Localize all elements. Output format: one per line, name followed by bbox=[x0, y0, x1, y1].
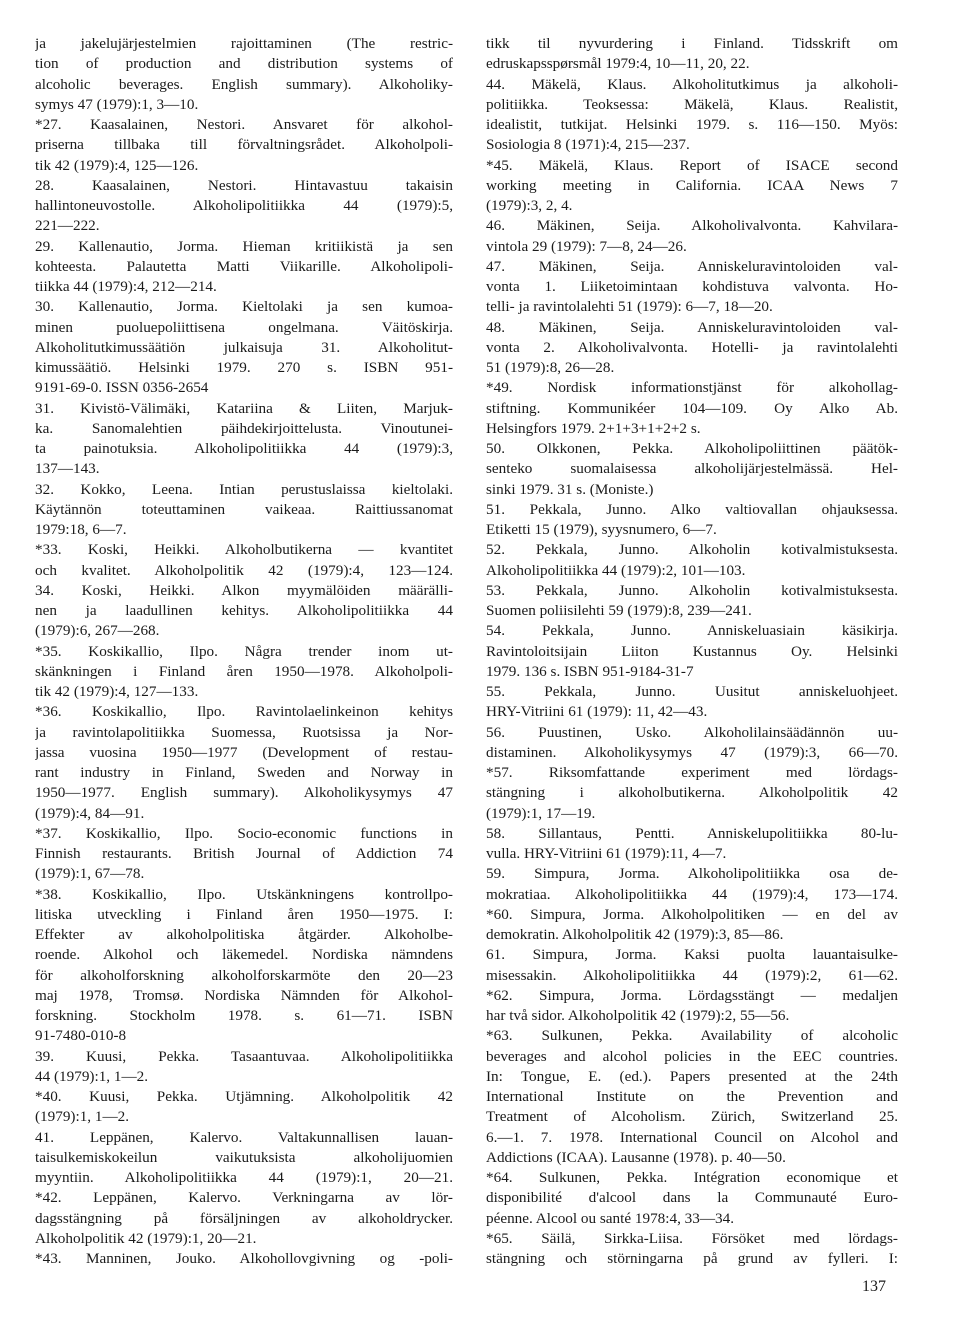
text-line: hallintoneuvostolle. Alkoholipolitiikka 44 (1979):5, bbox=[35, 197, 453, 214]
text-line: (1979):1, 67—78. bbox=[35, 865, 145, 883]
text-line: Ravintoloitsijain Liiton Kustannus Oy. Helsinki bbox=[486, 642, 898, 660]
text-line: 51. Pekkala, Junno. Alko valtiovallan ohjauksessa. bbox=[486, 500, 898, 518]
text-line: rant industry in Finland, Sweden and Norway in bbox=[35, 764, 453, 781]
text-line: 41. Leppänen, Kalervo. Valtakunnallisen lauan- bbox=[35, 1128, 453, 1146]
text-line: beverages and alcohol policies in the EEC countries. bbox=[486, 1047, 898, 1065]
text-line: 48. Mäkinen, Seija. Anniskeluravintoloiden val- bbox=[486, 318, 898, 336]
text-line: Helsingfors 1979. 2+1+3+1+2+2 s. bbox=[486, 419, 701, 437]
text-line: (1979):1, 17—19. bbox=[486, 804, 596, 822]
text-line: 44 (1979):1, 1—2. bbox=[35, 1067, 149, 1085]
text-line: sinki 1979. 31 s. (Moniste.) bbox=[486, 480, 654, 498]
text-line: ja ravintolapolitiikka Suomessa, Ruotsissa ja Nor- bbox=[35, 723, 453, 741]
text-line: *63. Sulkunen, Pekka. Availability of alcoholic bbox=[486, 1027, 898, 1045]
text-line: ja jakelujärjestelmien rajoittaminen (The restric- bbox=[35, 35, 453, 52]
text-line: kimussäätiö. Helsinki 1979. 270 s. ISBN 951- bbox=[35, 359, 453, 376]
text-line: och kvalitet. Alkoholpolitik 42 (1979):4, 123—124. bbox=[35, 561, 453, 579]
text-line: tikk til nyvurdering i Finland. Tidsskrift om bbox=[486, 35, 898, 52]
text-line: 28. Kaasalainen, Nestori. Hintavastuu takaisin bbox=[35, 176, 453, 194]
text-line: 44. Mäkelä, Klaus. Alkoholitutkimus ja alkoholi- bbox=[486, 75, 898, 93]
text-line: kohteesta. Palautetta Matti Viikarille. Alkoholipoli- bbox=[35, 257, 453, 275]
text-line: Alkoholpolitik 42 (1979):1, 20—21. bbox=[35, 1229, 257, 1247]
text-line: (1979):3, 2, 4. bbox=[486, 197, 573, 214]
text-line: 32. Kokko, Leena. Intian perustuslaissa kieltolaki. bbox=[35, 480, 453, 498]
text-line: ta painotuksia. Alkoholipolitiikka 44 (1979):3, bbox=[35, 440, 453, 457]
text-line: Käytännön toteuttaminen vaikeaa. Raittiussanomat bbox=[35, 500, 453, 518]
text-line: Treatment of Alcoholism. Zürich, Switzerland 25. bbox=[486, 1108, 898, 1126]
text-line: *37. Koskikallio, Ilpo. Socio-economic functions in bbox=[35, 824, 453, 842]
text-line: *40. Kuusi, Pekka. Utjämning. Alkoholpolitik 42 bbox=[35, 1088, 453, 1105]
text-line: tion of production and distribution systems of bbox=[35, 55, 453, 73]
text-line: 58. Sillantaus, Pentti. Anniskelupolitiikka 80-lu- bbox=[486, 824, 898, 842]
text-line: dagsstängning på försäljningen av alkoholdrycker. bbox=[35, 1209, 453, 1227]
text-line: *35. Koskikallio, Ilpo. Några trender inom ut- bbox=[35, 642, 453, 660]
text-line: Sosiologia 8 (1971):4, 215—237. bbox=[486, 136, 690, 154]
text-line: 1950—1977. English summary). Alkoholikysymys 47 bbox=[35, 784, 453, 802]
text-line: tiikka 44 (1979):4, 212—214. bbox=[35, 278, 217, 295]
text-line: vintola 29 (1979): 7—8, 24—26. bbox=[486, 237, 687, 255]
text-line: International Institute on the Prevention and bbox=[486, 1088, 898, 1105]
text-line: *49. Nordisk informationstjänst för alkohollag- bbox=[486, 379, 898, 397]
text-line: *45. Mäkelä, Klaus. Report of ISACE second bbox=[486, 156, 898, 174]
text-line: 34. Koski, Heikki. Alkon myymälöiden määrälli- bbox=[35, 581, 453, 599]
text-line: litiska utveckling i Finland åren 1950—1975. I: bbox=[35, 905, 453, 923]
text-line: HRY-Vitriini 61 (1979): 11, 42—43. bbox=[486, 703, 708, 721]
text-line: *38. Koskikallio, Ilpo. Utskänkningens kontrollpo- bbox=[35, 885, 453, 903]
text-line: 6.—1. 7. 1978. International Council on Alcohol and bbox=[486, 1128, 898, 1146]
text-line: 9191-69-0. ISSN 0356-2654 bbox=[35, 379, 209, 397]
text-line: 50. Olkkonen, Pekka. Alkoholipoliittinen päätök- bbox=[486, 440, 898, 457]
text-line: vulla. HRY-Vitriini 61 (1979):11, 4—7. bbox=[486, 845, 727, 862]
text-line: (1979):1, 1—2. bbox=[35, 1108, 130, 1126]
text-line: *27. Kaasalainen, Nestori. Ansvaret för alkohol- bbox=[35, 116, 453, 133]
text-line: mokratiaa. Alkoholipolitiikka 44 (1979):4, 173—174. bbox=[486, 885, 898, 903]
text-line: distaminen. Alkoholikysymys 47 (1979):3, 66—70. bbox=[486, 743, 898, 761]
text-line: *36. Koskikallio, Ilpo. Ravintolaelinkeinon kehitys bbox=[35, 703, 453, 721]
text-line: Addictions (ICAA). Lausanne (1978). p. 40—50. bbox=[486, 1148, 786, 1166]
text-line: alcoholic beverages. English summary). Alkoholiky- bbox=[35, 75, 453, 93]
text-line: Finnish restaurants. British Journal of Addiction 74 bbox=[35, 845, 453, 862]
text-line: 30. Kallenautio, Jorma. Kieltolaki ja sen kumoa- bbox=[35, 298, 453, 316]
text-line: (1979):6, 267—268. bbox=[35, 622, 160, 640]
text-line: Suomen poliisilehti 59 (1979):8, 239—241. bbox=[486, 602, 752, 619]
text-line: *60. Simpura, Jorma. Alkoholpolitiken — en del av bbox=[486, 905, 898, 923]
text-line: Alkoholitutkimussäätiön julkaisuja 31. Alkoholitut- bbox=[35, 338, 453, 356]
text-line: working meeting in California. ICAA News 7 bbox=[486, 176, 898, 194]
text-line: *43. Manninen, Jouko. Alkohollovgivning og -poli- bbox=[35, 1250, 453, 1267]
text-line: ka. Sanomalehtien päihdekirjoittelusta. Vinoutunei- bbox=[35, 419, 453, 437]
text-line: In: Tongue, E. (ed.). Papers presented at the 24th bbox=[486, 1067, 898, 1085]
text-line: politiikka. Teoksessa: Mäkelä, Klaus. Realistit, bbox=[486, 95, 898, 113]
text-line: tik 42 (1979):4, 125—126. bbox=[35, 156, 199, 174]
text-line: symys 47 (1979):1, 3—10. bbox=[35, 95, 199, 113]
text-line: 47. Mäkinen, Seija. Anniskeluravintoloiden val- bbox=[486, 257, 898, 275]
text-line: minen puoluepoliittisena ongelmana. Väitöskirja. bbox=[35, 318, 453, 336]
text-line: stängning och störningarna på grund av fylleri. I: bbox=[486, 1250, 898, 1267]
text-line: priserna tillbaka till förvaltningsrådet. Alkoholpoli- bbox=[35, 136, 453, 154]
text-line: misessakin. Alkoholipolitiikka 44 (1979):2, 61—62. bbox=[486, 966, 898, 984]
text-line: disponibilité d'alcool dans la Communauté Euro- bbox=[486, 1189, 898, 1207]
text-line: roende. Alkohol och läkemedel. Nordiska nämndens bbox=[35, 946, 453, 964]
text-line: 137—143. bbox=[35, 460, 100, 478]
text-line: för alkoholforskning alkoholforskarmöte den 20—23 bbox=[35, 966, 453, 984]
text-line: 56. Puustinen, Usko. Alkoholilainsäädännön uu- bbox=[486, 723, 898, 741]
text-line: péenne. Alcool ou santé 1978:4, 33—34. bbox=[486, 1209, 735, 1227]
text-line: myyntiin. Alkoholipolitiikka 44 (1979):1, 20—21. bbox=[35, 1169, 453, 1186]
text-line: tik 42 (1979):4, 127—133. bbox=[35, 683, 199, 700]
text-line: stiftning. Kommunikéer 104—109. Oy Alko Ab. bbox=[486, 399, 898, 417]
text-line: demokratin. Alkoholpolitik 42 (1979):3, 85—86. bbox=[486, 926, 784, 943]
text-line: 46. Mäkinen, Seija. Alkoholivalvonta. Kahvilara- bbox=[486, 217, 898, 235]
text-line: *64. Sulkunen, Pekka. Intégration economique et bbox=[486, 1169, 898, 1186]
text-line: 1979:18, 6—7. bbox=[35, 521, 127, 538]
text-line: 31. Kivistö-Välimäki, Katariina & Liiten, Marjuk- bbox=[35, 399, 453, 417]
text-line: telli- ja ravintolalehti 51 (1979): 6—7, 18—20. bbox=[486, 298, 773, 316]
text-line: skänkningen i Finland åren 1950—1978. Alkoholpoli- bbox=[35, 662, 453, 680]
text-line: (1979):4, 84—91. bbox=[35, 804, 145, 822]
text-line: 61. Simpura, Jorma. Kaksi puolta lauantaisulke- bbox=[486, 946, 898, 964]
text-line: *62. Simpura, Jorma. Lördagsstängt — medaljen bbox=[486, 986, 898, 1004]
text-line: edruskapsspørsmål 1979:4, 10—11, 20, 22. bbox=[486, 55, 750, 73]
text-line: vonta 2. Alkoholivalvonta. Hotelli- ja ravintolalehti bbox=[486, 338, 898, 356]
text-line: stängning i alkoholbutikerna. Alkoholpolitik 42 bbox=[486, 784, 898, 802]
text-line: 221—222. bbox=[35, 217, 100, 235]
text-line: *42. Leppänen, Kalervo. Verkningarna av lör- bbox=[35, 1189, 453, 1207]
text-line: 29. Kallenautio, Jorma. Hieman kritiikistä ja sen bbox=[35, 237, 453, 255]
text-line: 55. Pekkala, Junno. Uusitut anniskeluohjeet. bbox=[486, 683, 898, 700]
text-line: Etiketti 15 (1979), syysnumero, 6—7. bbox=[486, 521, 717, 538]
text-line: 53. Pekkala, Junno. Alkoholin kotivalmistuksesta. bbox=[486, 581, 898, 599]
text-line: maj 1978, Tromsø. Nordiska Nämnden för Alkohol- bbox=[35, 986, 453, 1004]
text-line: senteko suomalaisessa alkoholijärjestelmässä. Hel- bbox=[486, 460, 898, 478]
text-line: 51 (1979):8, 26—28. bbox=[486, 359, 615, 376]
text-line: vonta 1. Liiketoimintaan kohdistuva valvonta. Ho- bbox=[486, 278, 898, 295]
text-line: 91-7480-010-8 bbox=[35, 1027, 127, 1045]
text-line: 39. Kuusi, Pekka. Tasaantuvaa. Alkoholipolitiikka bbox=[35, 1047, 453, 1065]
text-line: *65. Säilä, Sirkka-Liisa. Försöket med lördags- bbox=[486, 1229, 898, 1247]
text-line: *57. Riksomfattande experiment med lördags- bbox=[486, 764, 898, 781]
text-line: taisulkemiskokeilun vaikutuksista alkoholijuomien bbox=[35, 1148, 453, 1166]
text-line: forskning. Stockholm 1978. s. 61—71. ISBN bbox=[35, 1007, 453, 1024]
text-line: 59. Simpura, Jorma. Alkoholipolitiikka osa de- bbox=[486, 865, 898, 883]
text-line: 52. Pekkala, Junno. Alkoholin kotivalmistuksesta. bbox=[486, 541, 898, 559]
text-line: *33. Koski, Heikki. Alkoholbutikerna — kvantitet bbox=[35, 541, 453, 559]
text-line: idealistit, tutkijat. Helsinki 1979. s. 116—150. Myös: bbox=[486, 116, 898, 133]
right-column bbox=[486, 34, 898, 1269]
text-line: Effekter av alkoholpolitiska åtgärder. Alkoholbe- bbox=[35, 926, 453, 943]
text-line: 1979. 136 s. ISBN 951-9184-31-7 bbox=[486, 662, 694, 680]
text-line: har två sidor. Alkoholpolitik 42 (1979):2, 55—56. bbox=[486, 1007, 790, 1024]
text-line: nen ja laadullinen kehitys. Alkoholipolitiikka 44 bbox=[35, 602, 453, 619]
text-line: jassa vuosina 1950—1977 (Development of restau- bbox=[35, 743, 453, 761]
left-column bbox=[35, 34, 453, 1269]
page-number: 137 bbox=[862, 1278, 886, 1295]
text-line: Alkoholipolitiikka 44 (1979):2, 101—103. bbox=[486, 561, 746, 579]
text-line: 54. Pekkala, Junno. Anniskeluasiain käsikirja. bbox=[486, 622, 898, 640]
